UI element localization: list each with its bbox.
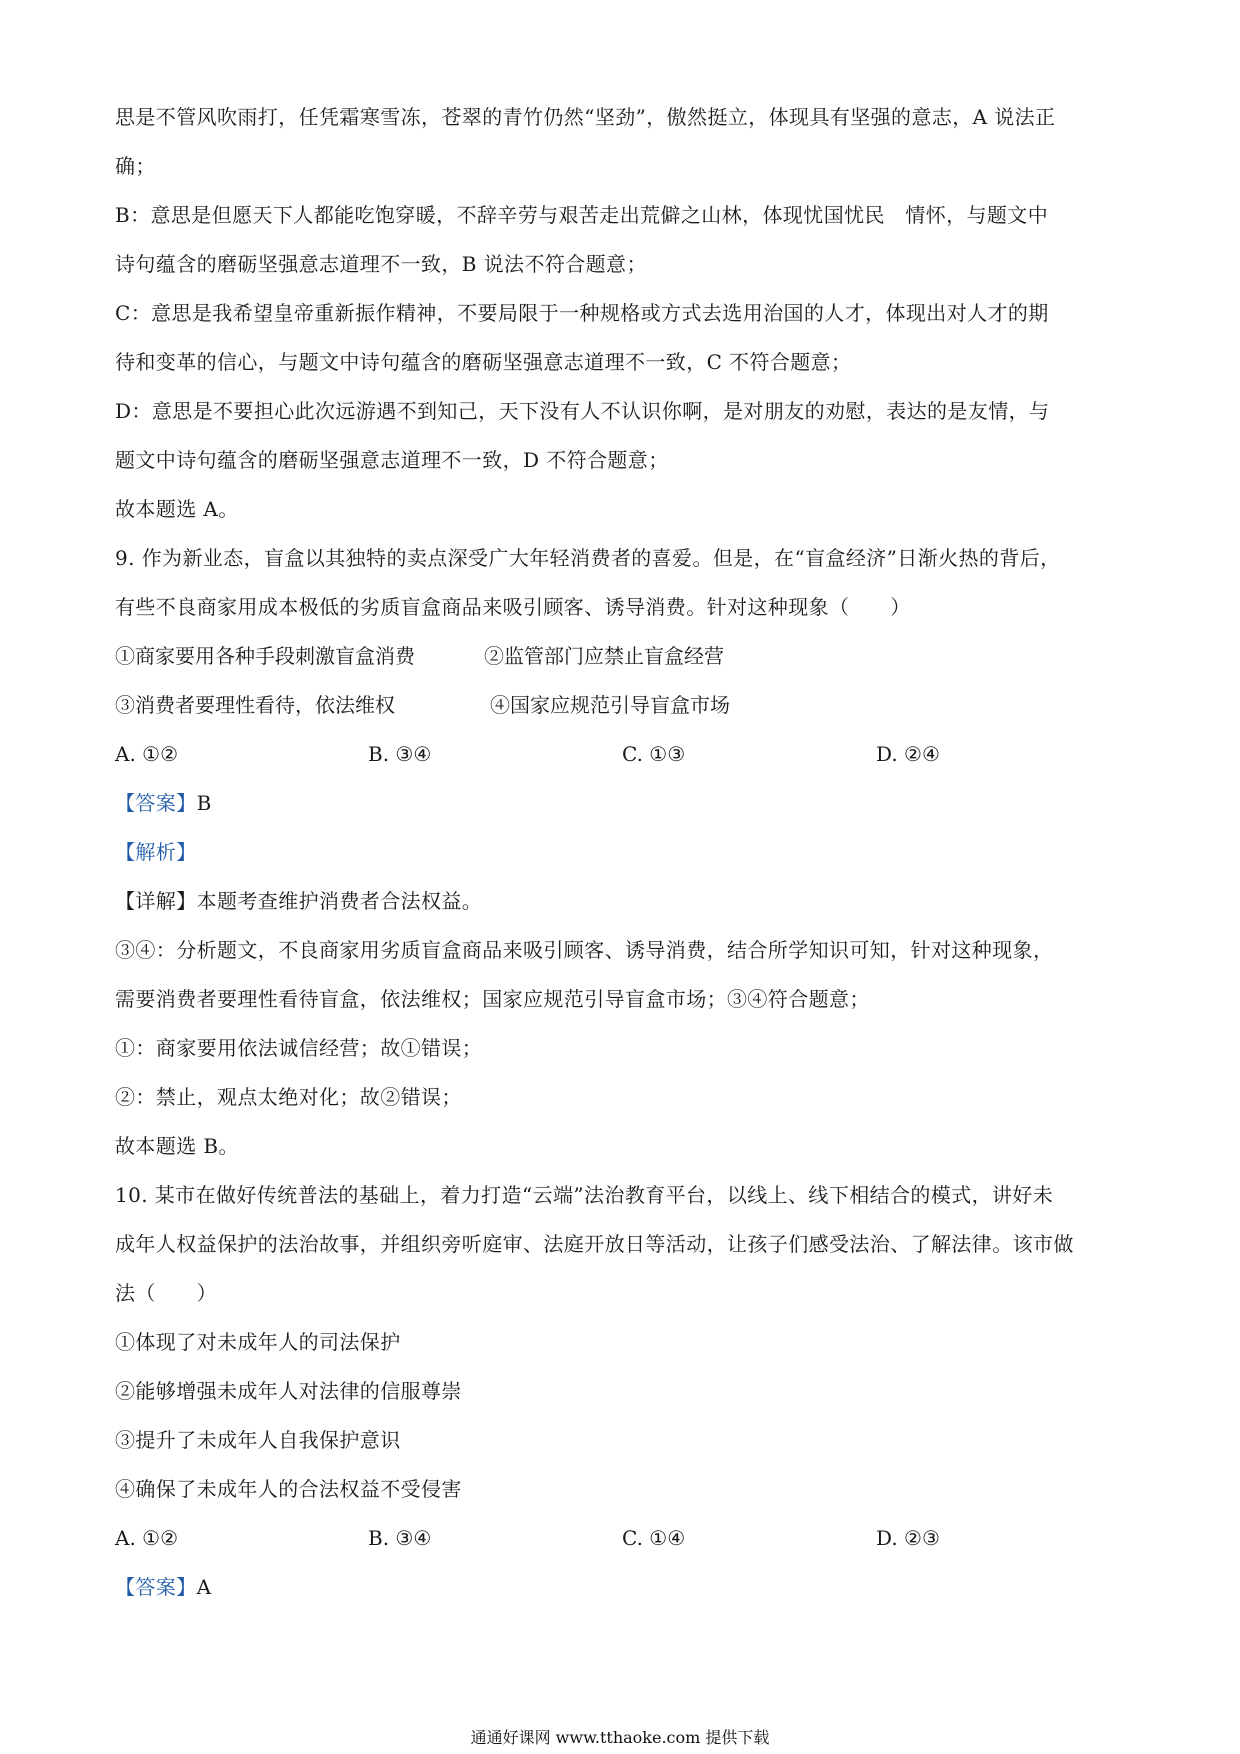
q9-item-3: ③消费者要理性看待，依法维权 bbox=[115, 693, 395, 717]
q9-option-a: A. ①② bbox=[115, 742, 179, 766]
q10-item-2: ②能够增强未成年人对法律的信服尊崇 bbox=[115, 1379, 462, 1403]
option-d-explanation-2: 题文中诗句蕴含的磨砺坚强意志道理不一致，D 不符合题意； bbox=[115, 448, 669, 472]
answer-tag: 【答案】 bbox=[115, 791, 197, 815]
q9-answer-line bbox=[115, 789, 1135, 817]
intro-line-2: 确； bbox=[115, 154, 156, 178]
q10-option-d: D. ②③ bbox=[876, 1526, 940, 1550]
answer-tag: 【答案】 bbox=[115, 1575, 197, 1599]
q10-option-b: B. ③④ bbox=[368, 1526, 432, 1550]
q9-option-b: B. ③④ bbox=[368, 742, 432, 766]
q10-option-a: A. ①② bbox=[115, 1526, 179, 1550]
q10-answer: A bbox=[196, 1575, 212, 1599]
q9-explanation-2: 需要消费者要理性看待盲盒，依法维权；国家应规范引导盲盒市场；③④符合题意； bbox=[115, 987, 870, 1011]
q10-item-3: ③提升了未成年人自我保护意识 bbox=[115, 1428, 401, 1452]
option-b-explanation-1: B：意思是但愿天下人都能吃饱穿暖，不辞辛劳与艰苦走出荒僻之山林，体现忧国忧民 情怀，与题文中 bbox=[115, 203, 1049, 227]
q9-analysis-line bbox=[115, 838, 1135, 866]
q10-stem-line-3: 法（ ） bbox=[115, 1281, 217, 1305]
q10-option-c: C. ①④ bbox=[622, 1526, 686, 1550]
q10-stem-line-2: 成年人权益保护的法治故事，并组织旁听庭审、法庭开放日等活动，让孩子们感受法治、了解法律。该市做 bbox=[115, 1232, 1074, 1256]
option-b-explanation-2: 诗句蕴含的磨砺坚强意志道理不一致，B 说法不符合题意； bbox=[115, 252, 647, 276]
detail-tag: 【详解】 bbox=[115, 889, 197, 913]
option-c-explanation-1: C：意思是我希望皇帝重新振作精神，不要局限于一种规格或方式去选用治国的人才，体现出对人才的期 bbox=[115, 301, 1049, 325]
q9-conclusion: 故本题选 B。 bbox=[115, 1134, 239, 1158]
q10-answer-line bbox=[115, 1573, 1135, 1601]
q9-stem-line-1: 9. 作为新业态，盲盒以其独特的卖点深受广大年轻消费者的喜爱。但是，在“盲盒经济”日渐火热的背后， bbox=[115, 546, 1061, 570]
q9-item-1: ①商家要用各种手段刺激盲盒消费 bbox=[115, 644, 415, 668]
option-c-explanation-2: 待和变革的信心，与题文中诗句蕴含的磨砺坚强意志道理不一致，C 不符合题意； bbox=[115, 350, 852, 374]
intro-line-1: 思是不管风吹雨打，任凭霜寒雪冻，苍翠的青竹仍然“坚劲”，傲然挺立，体现具有坚强的意志，A 说法正 bbox=[115, 105, 1056, 129]
option-d-explanation-1: D：意思是不要担心此次远游遇不到知己，天下没有人不认识你啊，是对朋友的劝慰，表达的是友情，与 bbox=[115, 399, 1050, 423]
q9-detail-line bbox=[115, 887, 1135, 915]
q9-option-d: D. ②④ bbox=[876, 742, 940, 766]
q9-detail: 本题考查维护消费者合法权益。 bbox=[196, 889, 483, 913]
q9-explanation-3: ①：商家要用依法诚信经营；故①错误； bbox=[115, 1036, 483, 1060]
q9-stem-line-2: 有些不良商家用成本极低的劣质盲盒商品来吸引顾客、诱导消费。针对这种现象（ ） bbox=[115, 595, 911, 619]
q9-item-2: ②监管部门应禁止盲盒经营 bbox=[484, 644, 724, 668]
intro-conclusion: 故本题选 A。 bbox=[115, 497, 239, 521]
q9-option-c: C. ①③ bbox=[622, 742, 686, 766]
q9-item-4: ④国家应规范引导盲盒市场 bbox=[490, 693, 730, 717]
q9-answer: B bbox=[196, 791, 212, 815]
q9-explanation-4: ②：禁止，观点太绝对化；故②错误； bbox=[115, 1085, 462, 1109]
q9-explanation-1: ③④：分析题文，不良商家用劣质盲盒商品来吸引顾客、诱导消费，结合所学知识可知，针对这种现象， bbox=[115, 938, 1054, 962]
page-footer: 通通好课网 www.tthaoke.com 提供下载 bbox=[470, 1728, 770, 1747]
analysis-tag: 【解析】 bbox=[115, 840, 197, 864]
q10-item-1: ①体现了对未成年人的司法保护 bbox=[115, 1330, 401, 1354]
q10-item-4: ④确保了未成年人的合法权益不受侵害 bbox=[115, 1477, 462, 1501]
q10-stem-line-1: 10. 某市在做好传统普法的基础上，着力打造“云端”法治教育平台，以线上、线下相结合的模式，讲好未 bbox=[115, 1183, 1054, 1207]
